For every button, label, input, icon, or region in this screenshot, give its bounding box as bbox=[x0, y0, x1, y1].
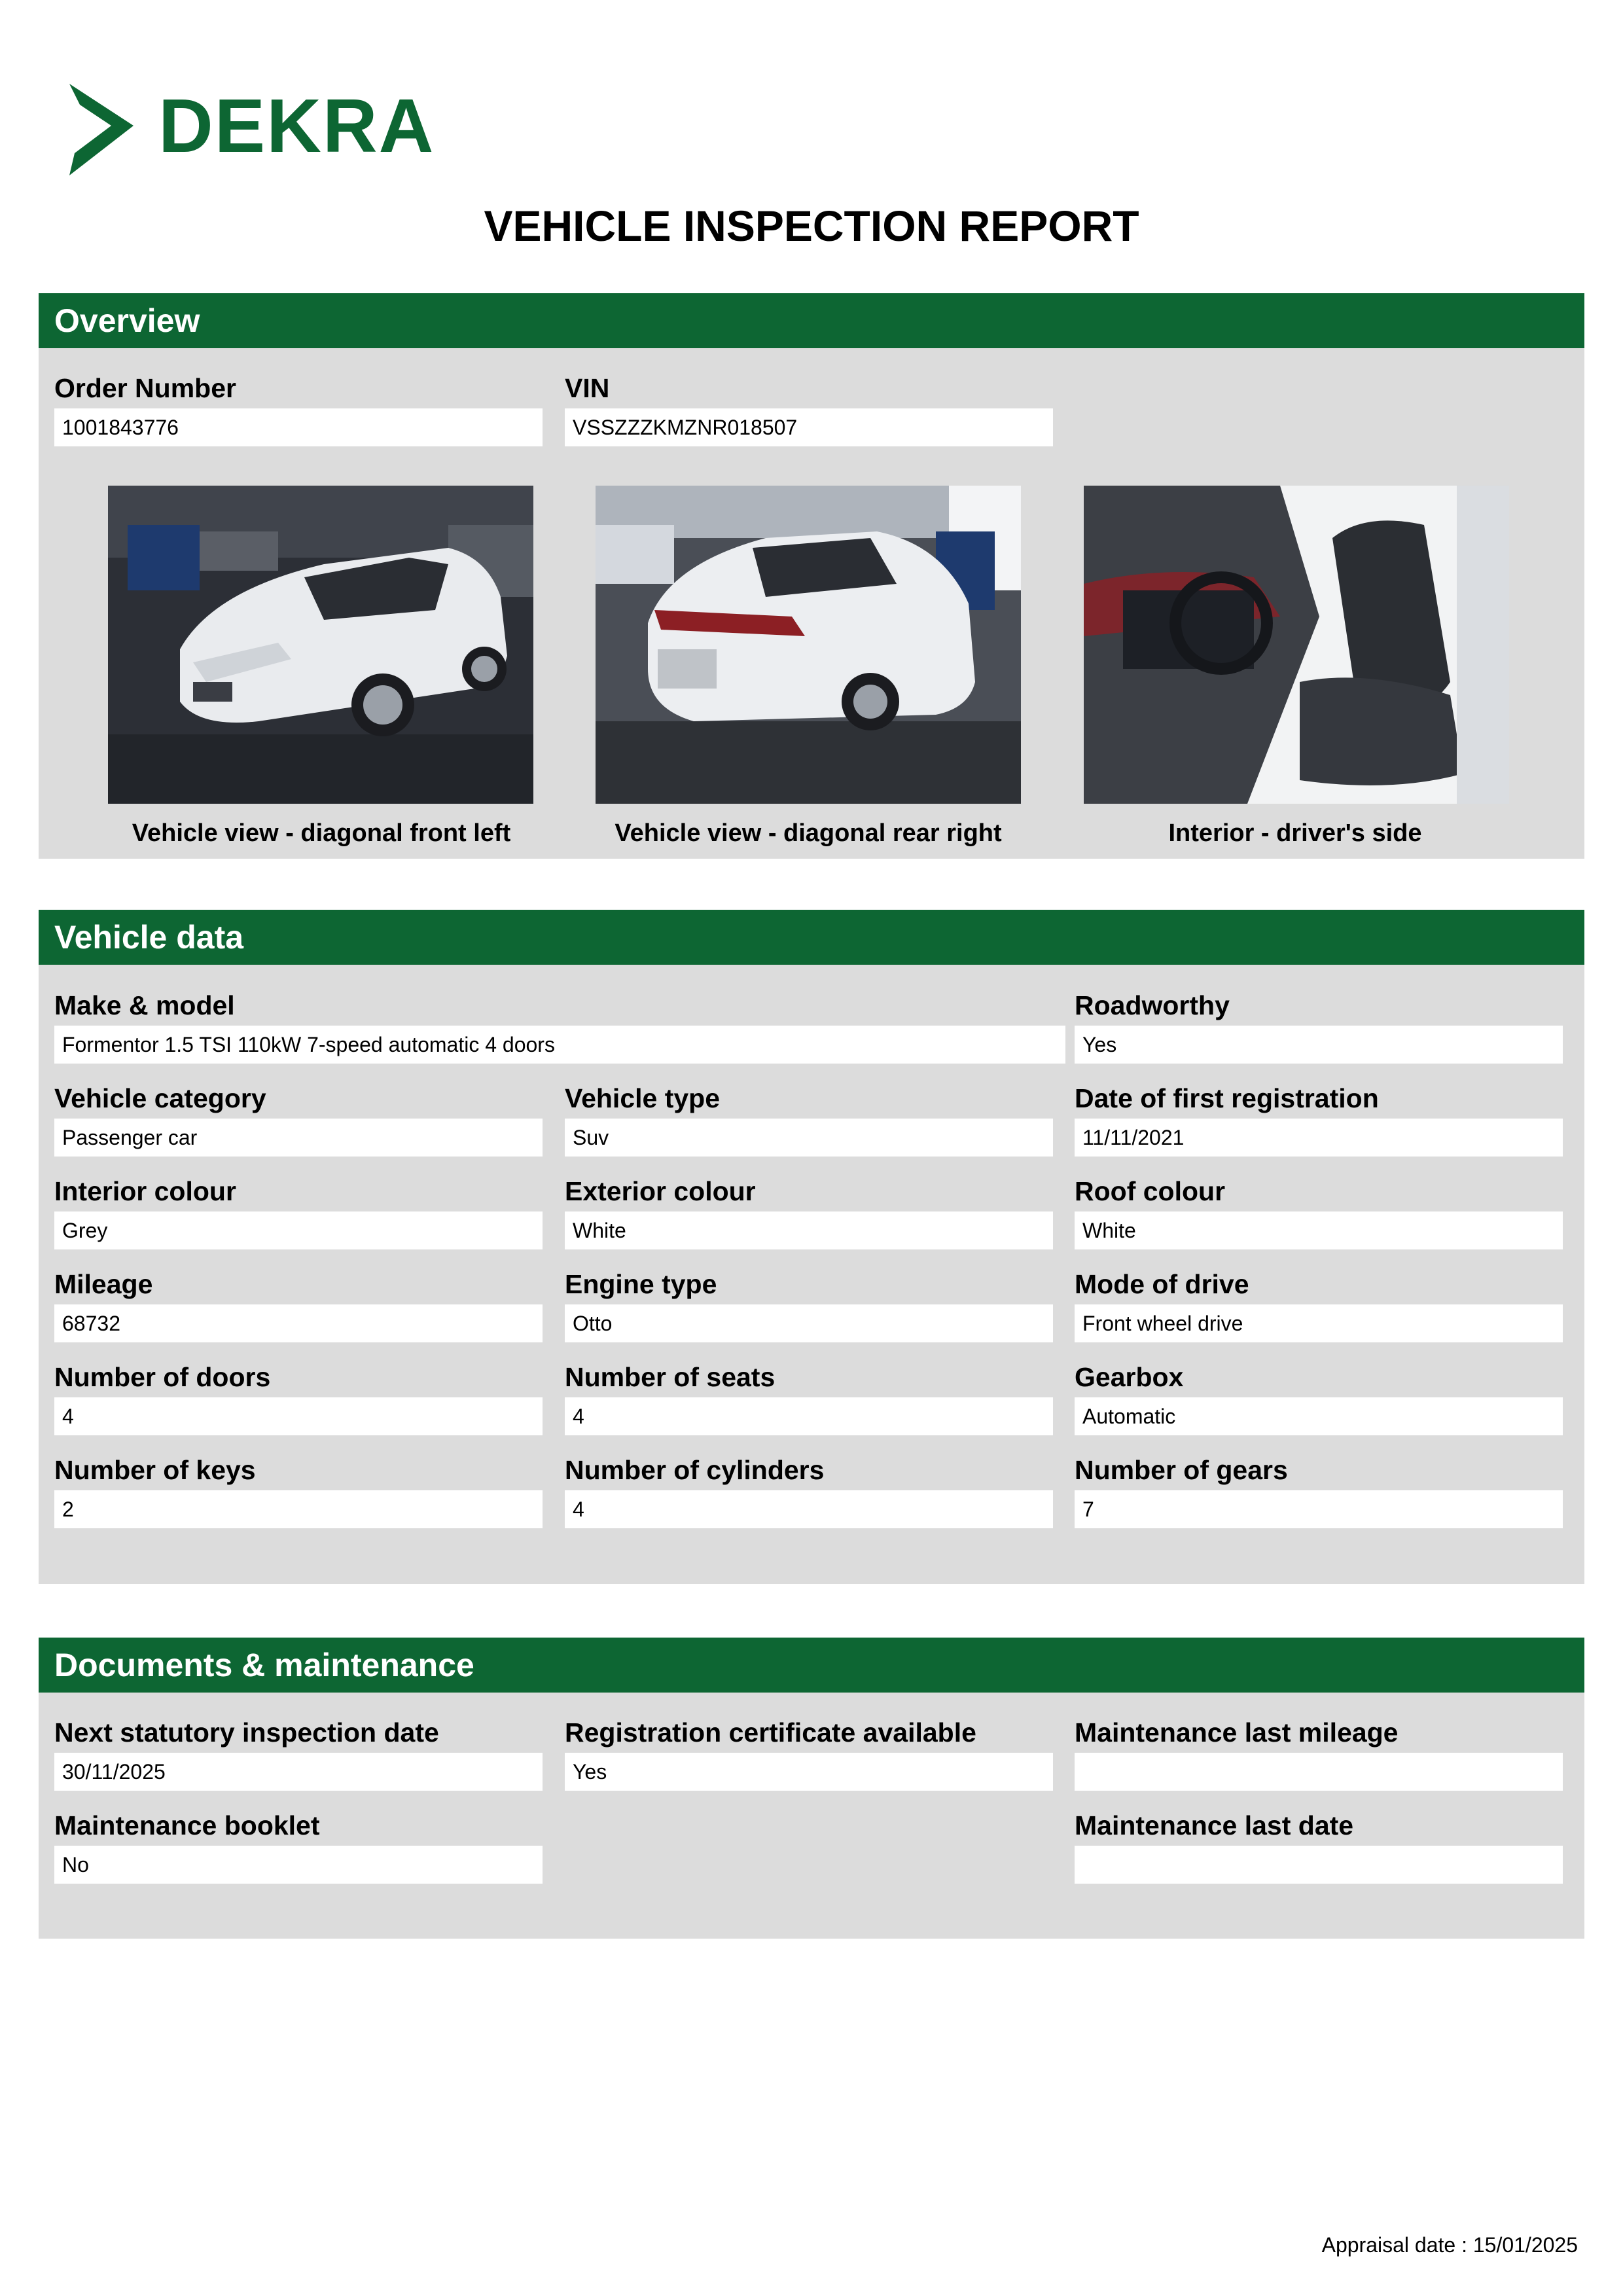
mileage-label: Mileage bbox=[54, 1269, 153, 1299]
photo-interior-driver bbox=[1084, 486, 1509, 804]
vehicle-data-header: Vehicle data bbox=[39, 910, 1584, 965]
vin-field bbox=[565, 372, 1053, 446]
vehicle-type-label: Vehicle type bbox=[565, 1083, 721, 1113]
next-inspection-label: Next statutory inspection date bbox=[54, 1717, 439, 1748]
report-title: VEHICLE INSPECTION REPORT bbox=[484, 202, 1139, 250]
appraisal-date: Appraisal date : 15/01/2025 bbox=[1321, 2233, 1578, 2257]
make-model-value: Formentor 1.5 TSI 110kW 7-speed automatic 4 doors bbox=[54, 1026, 1065, 1064]
order-number-label: Order Number bbox=[54, 373, 236, 403]
next-inspection-field bbox=[54, 1716, 543, 1791]
vehicle-type-field bbox=[565, 1082, 1053, 1157]
brand-name: DEKRA bbox=[158, 83, 435, 168]
roadworthy-label: Roadworthy bbox=[1075, 990, 1230, 1020]
cylinders-value: 4 bbox=[565, 1490, 1053, 1528]
roof-colour-label: Roof colour bbox=[1075, 1176, 1226, 1206]
first-registration-label: Date of first registration bbox=[1075, 1083, 1379, 1113]
maintenance-last-mileage-field bbox=[1075, 1716, 1563, 1791]
order-number-field bbox=[54, 372, 543, 446]
vin-label: VIN bbox=[565, 373, 610, 403]
roadworthy-field bbox=[1075, 989, 1563, 1064]
keys-field bbox=[54, 1454, 543, 1528]
photo-front-left bbox=[108, 486, 533, 804]
gears-field bbox=[1075, 1454, 1563, 1528]
engine-type-label: Engine type bbox=[565, 1269, 717, 1299]
next-inspection-value: 30/11/2025 bbox=[54, 1753, 543, 1791]
engine-type-field bbox=[565, 1268, 1053, 1342]
interior-colour-field bbox=[54, 1175, 543, 1249]
mileage-field bbox=[54, 1268, 543, 1342]
doors-field bbox=[54, 1361, 543, 1435]
photo-rear-right bbox=[596, 486, 1021, 804]
maintenance-last-date-label: Maintenance last date bbox=[1075, 1810, 1354, 1840]
exterior-colour-field bbox=[565, 1175, 1053, 1249]
doors-value: 4 bbox=[54, 1397, 543, 1435]
roof-colour-value: White bbox=[1075, 1211, 1563, 1249]
vehicle-category-field bbox=[54, 1082, 543, 1157]
overview-header: Overview bbox=[39, 293, 1584, 348]
registration-certificate-label: Registration certificate available bbox=[565, 1717, 976, 1748]
seats-field bbox=[565, 1361, 1053, 1435]
gears-label: Number of gears bbox=[1075, 1455, 1288, 1485]
exterior-colour-value: White bbox=[565, 1211, 1053, 1249]
maintenance-last-mileage-value bbox=[1075, 1753, 1563, 1791]
gearbox-field bbox=[1075, 1361, 1563, 1435]
maintenance-booklet-field bbox=[54, 1809, 543, 1884]
seats-value: 4 bbox=[565, 1397, 1053, 1435]
seats-label: Number of seats bbox=[565, 1362, 776, 1392]
first-registration-value: 11/11/2021 bbox=[1075, 1119, 1563, 1157]
mode-of-drive-value: Front wheel drive bbox=[1075, 1304, 1563, 1342]
exterior-colour-label: Exterior colour bbox=[565, 1176, 756, 1206]
registration-certificate-field bbox=[565, 1716, 1053, 1791]
interior-colour-label: Interior colour bbox=[54, 1176, 236, 1206]
dekra-logo bbox=[60, 83, 435, 175]
vehicle-category-label: Vehicle category bbox=[54, 1083, 266, 1113]
roof-colour-field bbox=[1075, 1175, 1563, 1249]
maintenance-last-date-value bbox=[1075, 1846, 1563, 1884]
mode-of-drive-field bbox=[1075, 1268, 1563, 1342]
registration-certificate-value: Yes bbox=[565, 1753, 1053, 1791]
photo-caption-front-left: Vehicle view - diagonal front left bbox=[132, 819, 511, 847]
maintenance-booklet-value: No bbox=[54, 1846, 543, 1884]
keys-value: 2 bbox=[54, 1490, 543, 1528]
dekra-logo-icon bbox=[60, 84, 134, 175]
first-registration-field bbox=[1075, 1082, 1563, 1157]
gearbox-label: Gearbox bbox=[1075, 1362, 1184, 1392]
interior-colour-value: Grey bbox=[54, 1211, 543, 1249]
engine-type-value: Otto bbox=[565, 1304, 1053, 1342]
doors-label: Number of doors bbox=[54, 1362, 271, 1392]
maintenance-booklet-label: Maintenance booklet bbox=[54, 1810, 320, 1840]
cylinders-field bbox=[565, 1454, 1053, 1528]
keys-label: Number of keys bbox=[54, 1455, 256, 1485]
maintenance-last-mileage-label: Maintenance last mileage bbox=[1075, 1717, 1399, 1748]
maintenance-last-date-field bbox=[1075, 1809, 1563, 1884]
make-model-label: Make & model bbox=[54, 990, 235, 1020]
documents-header: Documents & maintenance bbox=[39, 1638, 1584, 1693]
gears-value: 7 bbox=[1075, 1490, 1563, 1528]
photo-caption-interior: Interior - driver's side bbox=[1168, 819, 1422, 847]
vehicle-type-value: Suv bbox=[565, 1119, 1053, 1157]
order-number-value: 1001843776 bbox=[54, 408, 543, 446]
vin-value: VSSZZZKMZNR018507 bbox=[565, 408, 1053, 446]
roadworthy-value: Yes bbox=[1075, 1026, 1563, 1064]
vehicle-category-value: Passenger car bbox=[54, 1119, 543, 1157]
make-model-field bbox=[54, 989, 1065, 1064]
mileage-value: 68732 bbox=[54, 1304, 543, 1342]
photo-caption-rear-right: Vehicle view - diagonal rear right bbox=[615, 819, 1002, 847]
gearbox-value: Automatic bbox=[1075, 1397, 1563, 1435]
cylinders-label: Number of cylinders bbox=[565, 1455, 825, 1485]
mode-of-drive-label: Mode of drive bbox=[1075, 1269, 1249, 1299]
